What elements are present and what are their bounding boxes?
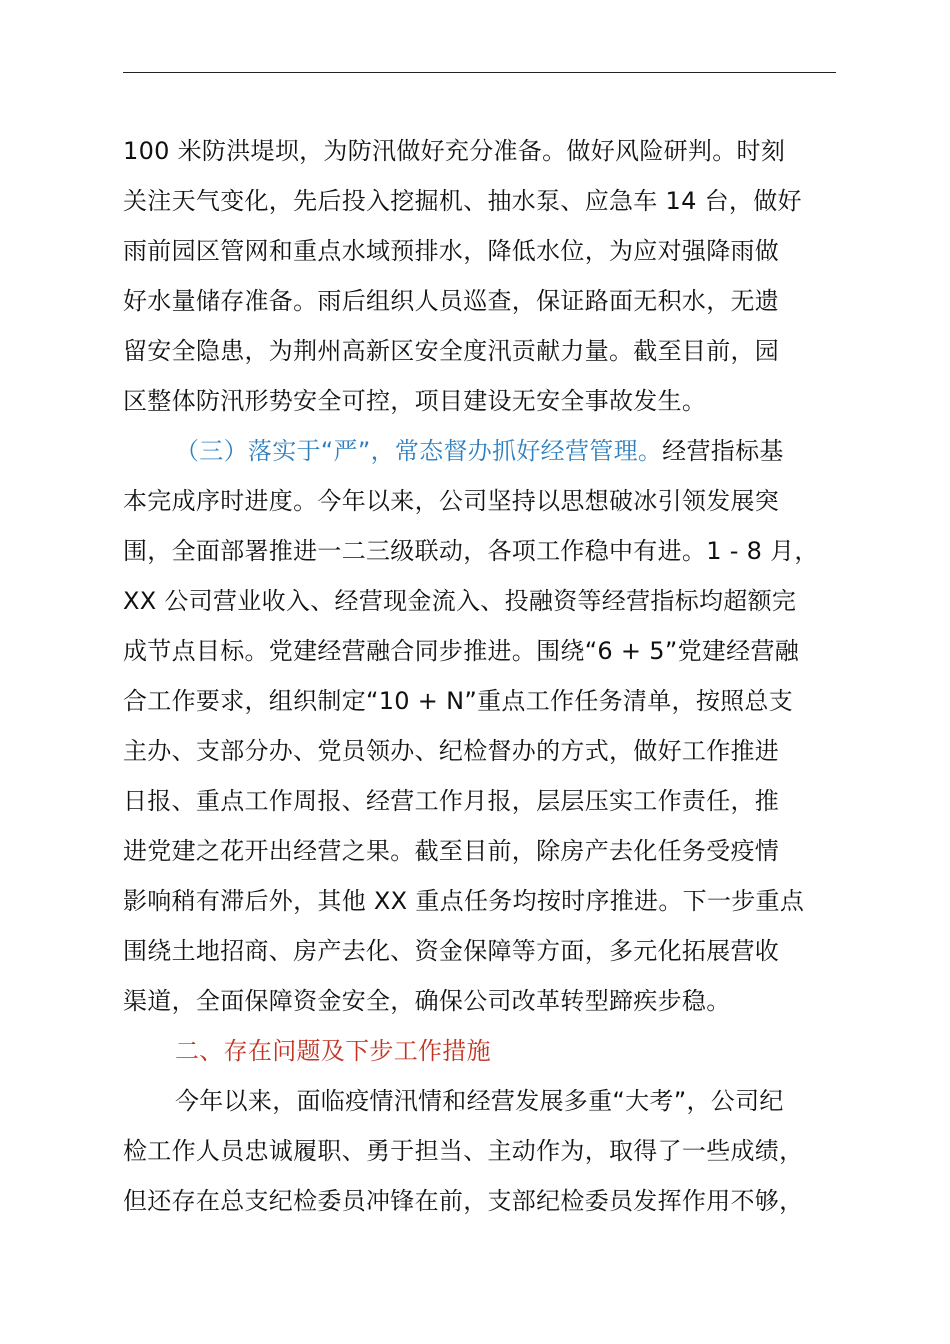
body-line: 围绕土地招商、房产去化、资金保障等方面，多元化拓展营收 <box>123 937 780 965</box>
body-line: 留安全隐患，为荆州高新区安全度汛贡献力量。截至目前，园 <box>123 337 780 365</box>
body-line: 日报、重点工作周报、经营工作月报，层层压实工作责任，推 <box>123 787 780 815</box>
body-line: 雨前园区管网和重点水域预排水，降低水位，为应对强降雨做 <box>123 237 780 265</box>
body-line: 但还存在总支纪检委员冲锋在前，支部纪检委员发挥作用不够， <box>123 1187 804 1215</box>
body-line: 关注天气变化，先后投入挖掘机、抽水泵、应急车 14 台，做好 <box>123 187 802 215</box>
section-three-heading: （三）落实于“严”，常态督办抓好经营管理。 <box>175 437 663 465</box>
body-line: 好水量储存准备。雨后组织人员巡查，保证路面无积水，无遗 <box>123 287 780 315</box>
body-line: 围，全面部署推进一二三级联动，各项工作稳中有进。1 - 8 月， <box>123 537 819 565</box>
body-line: XX 公司营业收入、经营现金流入、投融资等经营指标均超额完 <box>123 587 797 615</box>
body-line: 进党建之花开出经营之果。截至目前，除房产去化任务受疫情 <box>123 837 780 865</box>
body-line: 本完成序时进度。今年以来，公司坚持以思想破冰引领发展突 <box>123 487 780 515</box>
section-three-first-line-text: 经营指标基 <box>662 437 784 465</box>
body-line: 影响稍有滞后外，其他 XX 重点任务均按时序推进。下一步重点 <box>123 887 805 915</box>
body-line: 渠道，全面保障资金安全，确保公司改革转型蹄疾步稳。 <box>123 987 731 1015</box>
body-line: 区整体防汛形势安全可控，项目建设无安全事故发生。 <box>123 387 707 415</box>
body-line: 主办、支部分办、党员领办、纪检督办的方式，做好工作推进 <box>123 737 780 765</box>
header-rule <box>123 72 836 73</box>
document-body <box>123 128 863 1228</box>
body-line: 今年以来，面临疫情汛情和经营发展多重“大考”，公司纪 <box>175 1087 784 1115</box>
body-line: 成节点目标。党建经营融合同步推进。围绕“6 + 5”党建经营融 <box>123 637 800 665</box>
section-three-first-line <box>123 428 863 478</box>
section-two-heading: 二、存在问题及下步工作措施 <box>175 1037 491 1065</box>
body-line: 100 米防洪堤坝，为防汛做好充分准备。做好风险研判。时刻 <box>123 137 786 165</box>
body-line: 合工作要求，组织制定“10 + N”重点工作任务清单，按照总支 <box>123 687 794 715</box>
body-line: 检工作人员忠诚履职、勇于担当、主动作为，取得了一些成绩， <box>123 1137 804 1165</box>
